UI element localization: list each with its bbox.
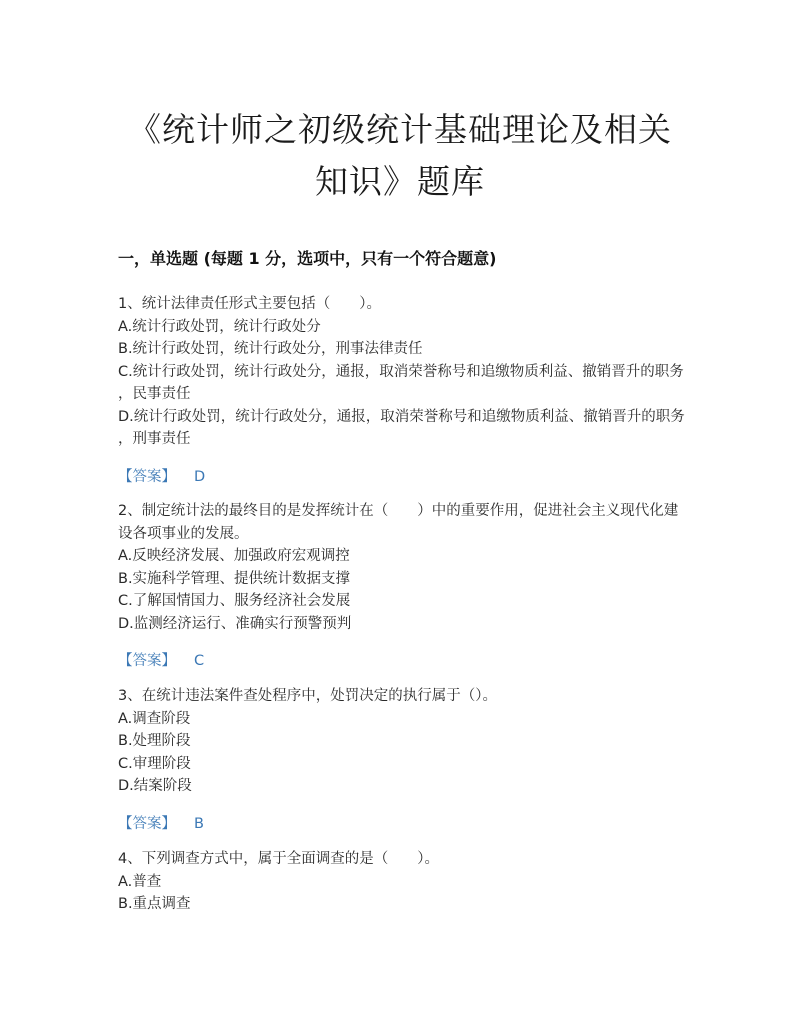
option-a: A.普查 (118, 873, 162, 890)
option-a: A.反映经济发展、加强政府宏观调控 (118, 548, 350, 564)
title-line-1: 《统计师之初级统计基础理论及相关 (128, 110, 672, 149)
answer-1 (118, 465, 205, 486)
option-b: B.统计行政处罚，统计行政处分，刑事法律责任 (118, 341, 423, 357)
option-a: A.统计行政处罚，统计行政处分 (118, 318, 321, 335)
answer-value: B (194, 816, 204, 832)
option-b: B.重点调查 (118, 896, 191, 912)
section-heading: 一，单选题 (每题 1 分，选项中，只有一个符合题意) (118, 249, 497, 268)
answer-label: 【答案】 (118, 469, 176, 485)
option-c: C.了解国情国力、服务经济社会发展 (118, 593, 351, 609)
option-c-line-1: C.统计行政处罚，统计行政处分，通报，取消荣誉称号和追缴物质利益、撤销晋升的职务 (118, 363, 684, 380)
option-d: D.结案阶段 (118, 778, 192, 794)
answer-label: 【答案】 (118, 816, 176, 832)
question-2 (118, 500, 688, 635)
question-stem: 1、统计法律责任形式主要包括（ ）。 (118, 296, 381, 312)
question-stem-line-2: 设各项事业的发展。 (118, 525, 249, 542)
option-d-line-2: ，刑事责任 (118, 431, 191, 447)
answer-value: C (194, 653, 205, 669)
title-line-2: 知识》题库 (315, 162, 485, 201)
option-a: A.调查阶段 (118, 710, 191, 727)
option-b: B.处理阶段 (118, 733, 191, 749)
option-b: B.实施科学管理、提供统计数据支撑 (118, 570, 351, 587)
option-c-line-2: ，民事责任 (118, 386, 191, 402)
option-c: C.审理阶段 (118, 755, 191, 772)
option-d-line-1: D.统计行政处罚，统计行政处分，通报，取消荣誉称号和追缴物质利益、撤销晋升的职务 (118, 408, 685, 425)
answer-label: 【答案】 (118, 653, 176, 669)
question-stem: 3、在统计违法案件查处程序中，处罚决定的执行属于（）。 (118, 688, 497, 704)
option-d: D.监测经济运行、准确实行预警预判 (118, 615, 352, 632)
question-4 (118, 848, 688, 916)
question-1 (118, 293, 688, 451)
answer-2 (118, 649, 204, 670)
document-title (100, 104, 700, 208)
answer-3 (118, 812, 204, 833)
question-3 (118, 685, 688, 798)
answer-value: D (194, 469, 206, 485)
question-stem-line-1: 2、制定统计法的最终目的是发挥统计在（ ）中的重要作用，促进社会主义现代化建 (118, 503, 679, 519)
question-stem: 4、下列调查方式中，属于全面调查的是（ ）。 (118, 851, 439, 867)
